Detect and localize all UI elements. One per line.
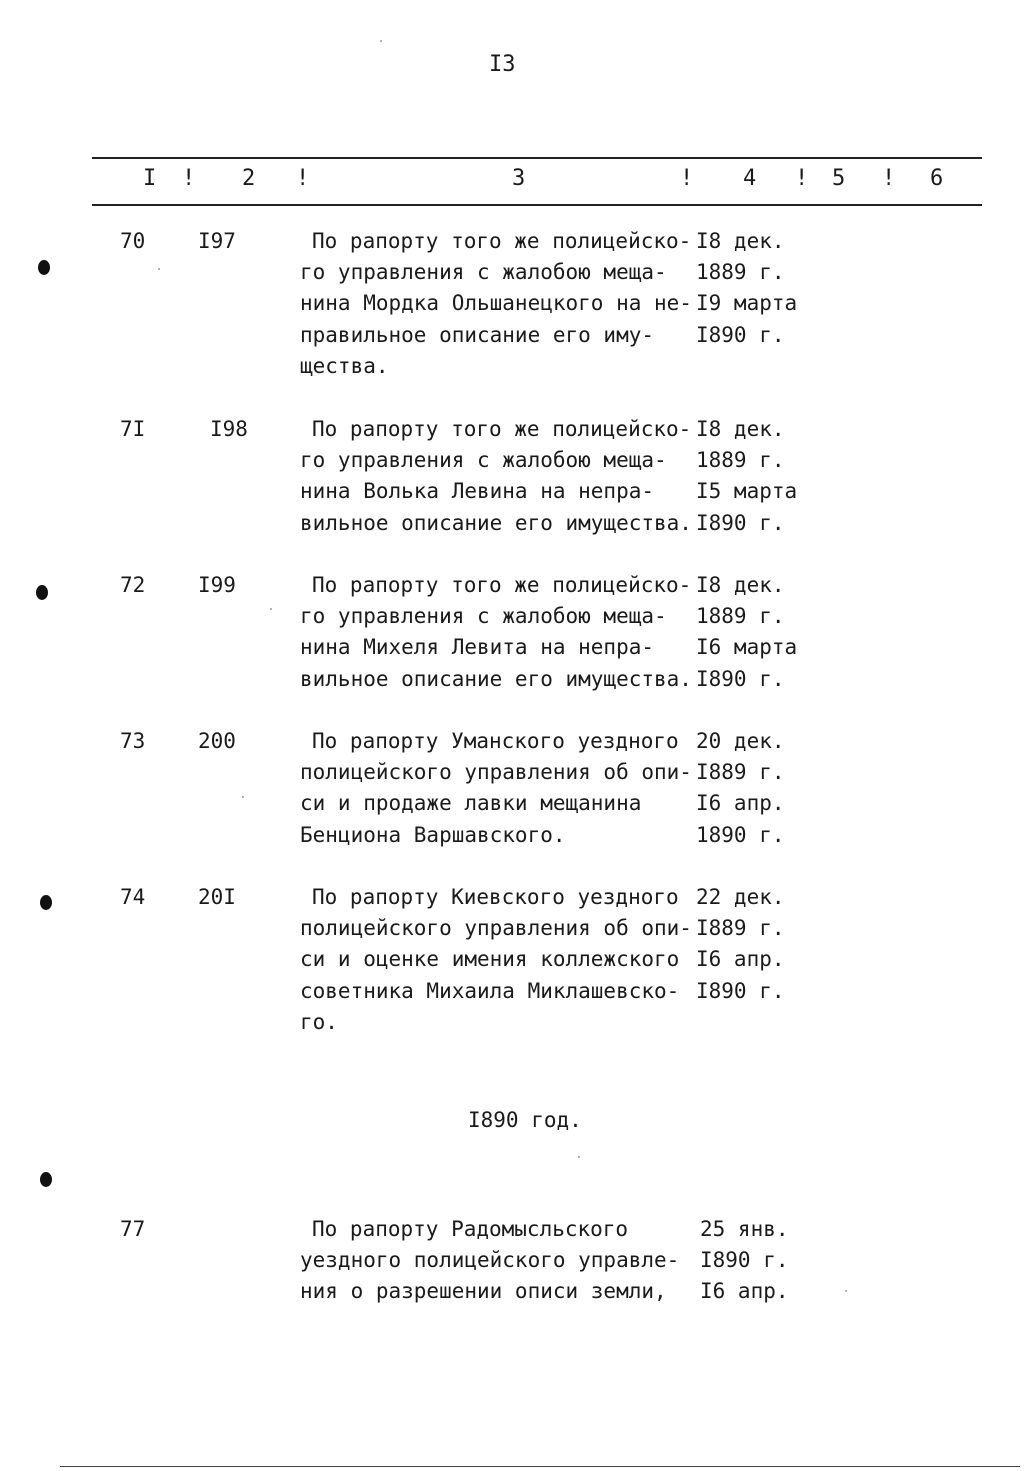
column-header-5: 5 [832, 166, 846, 191]
date-line: I6 апр. [696, 947, 785, 972]
row-dates [696, 414, 836, 539]
row-number: 73 [120, 729, 146, 753]
row-description [300, 882, 695, 1038]
description-line: нина Мордка Ольшанецкого на не- [300, 291, 692, 316]
description-line: По рапорту Уманского уездного [312, 729, 679, 753]
row-reference: I98 [210, 417, 248, 441]
date-line: I5 марта [696, 479, 798, 504]
row-number: 7I [120, 417, 146, 441]
binding-hole-mark [36, 585, 48, 600]
date-line: 20 дек. [696, 729, 785, 753]
row-dates [696, 570, 836, 695]
scan-speck [242, 796, 244, 798]
date-line: 1889 г. [696, 604, 785, 629]
row-number: 72 [120, 573, 146, 597]
row-dates [696, 882, 836, 1007]
row-dates [696, 726, 836, 851]
date-line: I8 дек. [696, 229, 785, 253]
row-reference: I97 [198, 229, 236, 253]
description-line: По рапорту того же полицейско- [312, 417, 692, 441]
date-line: 1889 г. [696, 448, 785, 473]
date-line: I8 дек. [696, 573, 785, 597]
date-line: 25 янв. [700, 1217, 789, 1241]
scan-speck [380, 40, 382, 42]
column-header-3: 3 [512, 166, 526, 191]
row-number: 70 [120, 229, 146, 253]
date-line: I890 г. [696, 322, 785, 347]
binding-hole-mark [40, 1172, 52, 1187]
description-line: ния о разрешении описи земли, [300, 1279, 667, 1304]
scan-speck [158, 268, 160, 270]
column-header-4: 4 [743, 166, 757, 191]
scan-speck [845, 1290, 847, 1292]
description-line: Бенциона Варшавского. [300, 822, 566, 847]
description-line: По рапорту Радомысльского [312, 1217, 629, 1241]
date-line: I889 г. [696, 760, 785, 785]
description-line: вильное описание его имущества. [300, 510, 692, 535]
description-line: го управления с жалобою меща- [300, 260, 667, 285]
description-line: правильное описание его иму- [300, 322, 655, 347]
column-header-1: I [143, 166, 157, 191]
column-header-6: 6 [930, 166, 944, 191]
row-reference: I99 [198, 573, 236, 597]
date-line: I6 апр. [700, 1279, 789, 1304]
date-line: I890 г. [696, 510, 785, 535]
row-reference: 200 [198, 729, 236, 753]
date-line: I9 марта [696, 291, 798, 316]
column-separator: ! [882, 166, 896, 191]
description-line: уездного полицейского управле- [300, 1248, 680, 1273]
description-line: щества. [300, 353, 389, 378]
date-line: I890 г. [696, 978, 785, 1003]
description-line: По рапорту того же полицейско- [312, 573, 692, 597]
description-line: си и оценке имения коллежского [300, 947, 680, 972]
row-description [300, 1214, 695, 1308]
description-line: си и продаже лавки мещанина [300, 791, 642, 816]
year-heading: I890 год. [468, 1108, 582, 1132]
scan-speck [578, 1156, 580, 1158]
row-dates [696, 226, 836, 351]
description-line: вильное описание его имущества. [300, 666, 692, 691]
header-top-rule [92, 157, 982, 159]
column-separator: ! [795, 166, 809, 191]
description-line: советника Михаила Миклашевско- [300, 978, 680, 1003]
description-line: полицейского управления об опи- [300, 760, 692, 785]
description-line: нина Михеля Левита на непра- [300, 635, 655, 660]
page-number: I3 [489, 52, 516, 77]
binding-hole-mark [38, 260, 50, 275]
description-line: го. [300, 1009, 338, 1034]
column-separator: ! [182, 166, 196, 191]
date-line: I6 марта [696, 635, 798, 660]
description-line: го управления с жалобою меща- [300, 448, 667, 473]
date-line: I6 апр. [696, 791, 785, 816]
row-description [300, 570, 695, 695]
row-description [300, 726, 695, 851]
row-reference: 20I [198, 885, 236, 909]
date-line: I890 г. [696, 666, 785, 691]
column-header-2: 2 [242, 166, 256, 191]
column-separator: ! [680, 166, 694, 191]
binding-hole-mark [40, 895, 52, 910]
description-line: По рапорту того же полицейско- [312, 229, 692, 253]
date-line: 1890 г. [696, 822, 785, 847]
date-line: I890 г. [700, 1248, 789, 1273]
date-line: 1889 г. [696, 260, 785, 285]
description-line: нина Волька Левина на непра- [300, 479, 655, 504]
row-description [300, 414, 695, 539]
description-line: По рапорту Киевского уездного [312, 885, 679, 909]
date-line: I8 дек. [696, 417, 785, 441]
column-separator: ! [296, 166, 310, 191]
row-number: 77 [120, 1217, 146, 1241]
row-description [300, 226, 695, 382]
description-line: го управления с жалобою меща- [300, 604, 667, 629]
date-line: I889 г. [696, 916, 785, 941]
row-dates [700, 1214, 840, 1308]
description-line: полицейского управления об опи- [300, 916, 692, 941]
header-bottom-rule [92, 204, 982, 206]
row-number: 74 [120, 885, 146, 909]
footer-rule [60, 1466, 1020, 1467]
scan-speck [270, 608, 272, 610]
date-line: 22 дек. [696, 885, 785, 909]
